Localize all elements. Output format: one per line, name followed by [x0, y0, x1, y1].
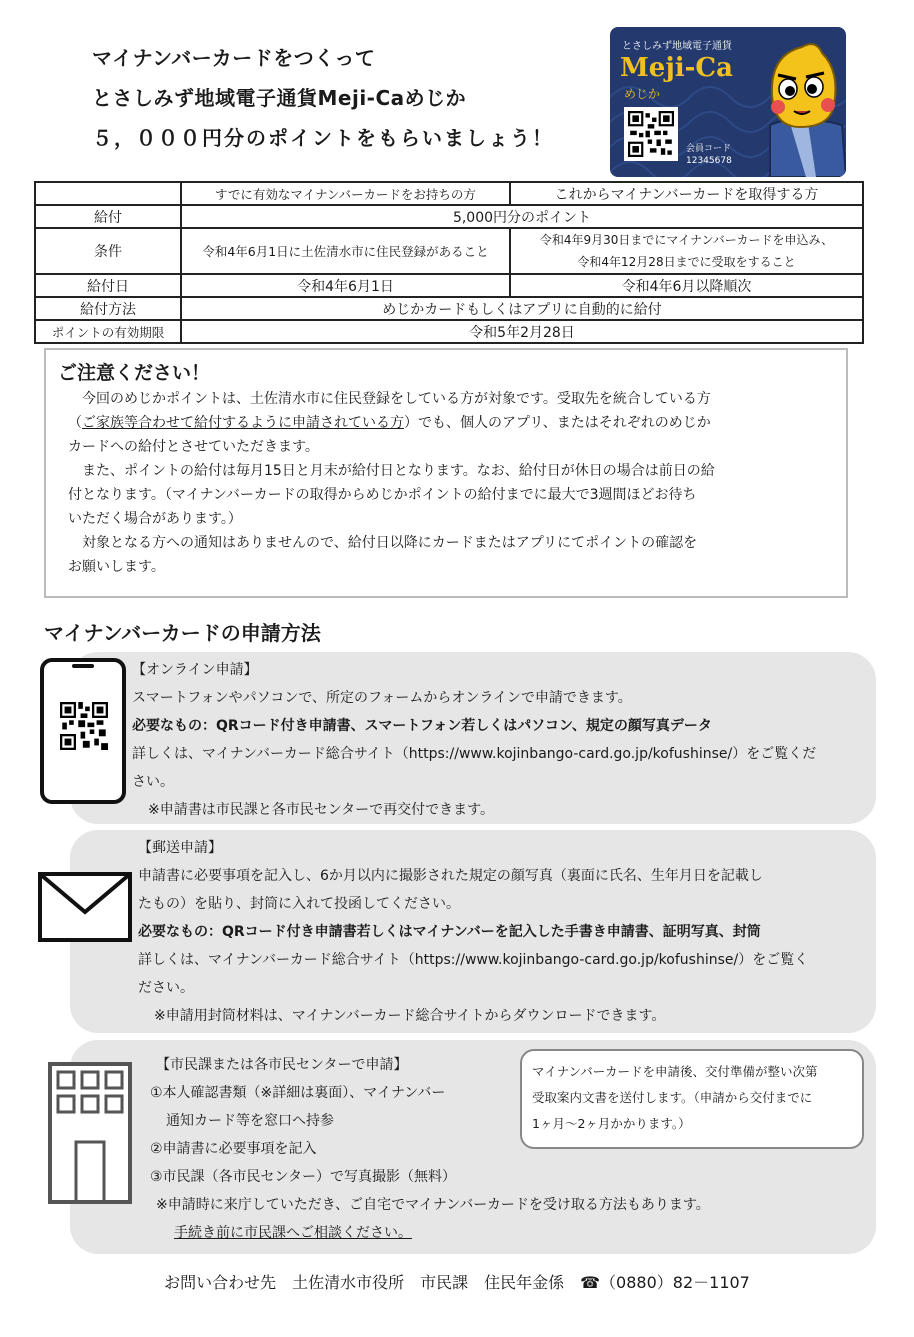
row-value-joken-existing: 令和4年6月1日に土佐清水市に住民登録があること: [181, 228, 510, 274]
caution-line-rest: ）でも、個人のアプリ、またはそれぞれのめじか: [404, 415, 711, 431]
counter-step: ②申請書に必要事項を記入: [150, 1141, 317, 1157]
caution-underlined-text: ご家族等合わせて給付するように申請されている方: [82, 415, 404, 431]
row-label-date: 給付日: [35, 274, 181, 297]
caution-line: カードへの給付とさせていただきます。: [68, 439, 319, 455]
member-code-label: 会員コード: [686, 144, 732, 154]
row-value-date-new: 令和4年6月以降順次: [510, 274, 863, 297]
smartphone-icon: [40, 658, 126, 804]
counter-step: ③市民課（各市民センター）で写真撮影（無料）: [150, 1169, 456, 1185]
caution-line: いただく場合があります。）: [68, 511, 242, 527]
mail-required: 必要なもの：QRコード付き申請書若しくはマイナンバーを記入した手書き申請書、証明写真、封筒: [138, 924, 761, 940]
caution-line: 付となります。（マイナンバーカードの取得からめじかポイントの給付までに最大で3週間ほどお待ち: [68, 487, 697, 503]
online-required: 必要なもの：QRコード付き申請書、スマートフォン若しくはパソコン、規定の顔写真データ: [132, 718, 712, 734]
table-row: [35, 274, 863, 297]
qr-code-icon: [60, 702, 108, 750]
row-value-method: めじかカードもしくはアプリに自動的に給付: [181, 297, 863, 320]
caution-line: 今回のめじかポイントは、土佐清水市に住民登録をしている方が対象です。受取先を統合している方: [68, 391, 711, 407]
mail-note: ※申請用封筒材料は、マイナンバーカード総合サイトからダウンロードできます。: [154, 1008, 666, 1024]
table-row: [35, 320, 863, 343]
counter-step: ①本人確認書類（※詳細は裏面）、マイナンバー: [150, 1085, 446, 1101]
caution-paren-open: （: [68, 415, 82, 431]
table-row: [35, 228, 863, 274]
online-line: 詳しくは、マイナンバーカード総合サイト（https://www.kojinbango-card.go.jp/kofushinse/）をご覧くだ: [132, 746, 817, 762]
caution-line: お願いします。: [68, 559, 165, 575]
mail-line: 詳しくは、マイナンバーカード総合サイト（https://www.kojinbango-card.go.jp/kofushinse/）をご覧く: [138, 952, 809, 968]
member-code: [686, 143, 732, 167]
joken-new-line-1: 令和4年9月30日までにマイナンバーカードを申込み、: [539, 233, 834, 247]
headline: [92, 38, 592, 158]
caution-line: また、ポイントの給付は毎月15日と月末が給付日となります。なお、給付日が休日の場合は前日の給: [68, 463, 715, 479]
mejica-logo: Meji-Ca: [620, 53, 733, 83]
row-value-joken-new: [510, 228, 863, 274]
counter-note: ※申請時に来庁していただき、ご自宅でマイナンバーカードを受け取る方法もあります。: [156, 1197, 710, 1213]
row-label-kyufu: 給付: [35, 205, 181, 228]
mejica-logo-sub: めじか: [624, 87, 661, 101]
caution-line: [58, 411, 834, 435]
envelope-icon: [38, 872, 132, 942]
row-label-joken: 条件: [35, 228, 181, 274]
note-line: マイナンバーカードを申請後、交付準備が整い次第: [532, 1064, 818, 1079]
row-value-date-existing: 令和4年6月1日: [181, 274, 510, 297]
mail-line: たもの）を貼り、封筒に入れて投函してください。: [138, 896, 460, 912]
member-code-number: 12345678: [686, 156, 732, 166]
online-note: ※申請書は市民課と各市民センターで再交付できます。: [148, 802, 495, 818]
note-line: 受取案内文書を送付します。（申請から交付までに: [532, 1090, 813, 1105]
online-line: スマートフォンやパソコンで、所定のフォームからオンラインで申請できます。: [132, 690, 632, 706]
contact-footer: お問い合わせ先 土佐清水市役所 市民課 住民年金係 ☎（0880）82－1107: [164, 1273, 750, 1292]
table-header-row: [35, 182, 863, 205]
headline-line-1: マイナンバーカードをつくって: [92, 46, 376, 70]
building-icon: [48, 1062, 132, 1204]
counter-step: 通知カード等を窓口へ持参: [166, 1113, 334, 1129]
section-title: マイナンバーカードの申請方法: [44, 621, 321, 645]
online-text: [132, 656, 816, 824]
mejica-mascot-icon: [750, 35, 846, 177]
counter-head: 【市民課または各市民センターで申請】: [156, 1057, 408, 1073]
table-row: [35, 297, 863, 320]
note-line: 1ヶ月～2ヶ月かかります。）: [532, 1116, 691, 1131]
caution-title: ご注意ください！: [58, 362, 211, 384]
row-label-expiry: ポイントの有効期限: [35, 320, 181, 343]
row-label-method: 給付方法: [35, 297, 181, 320]
mail-line: 申請書に必要事項を記入し、6か月以内に撮影された規定の顔写真（裏面に氏名、生年月日を記載し: [138, 868, 763, 884]
mail-text: [138, 834, 808, 1030]
joken-new-line-2: 令和4年12月28日までに受取をすること: [577, 255, 796, 269]
table-header-new: これからマイナンバーカードを取得する方: [510, 182, 863, 205]
mejica-card-image: [610, 27, 846, 177]
table-header-existing: すでに有効なマイナンバーカードをお持ちの方: [181, 182, 510, 205]
card-top-text: とさしみず地域電子通貨: [622, 41, 732, 52]
online-head: 【オンライン申請】: [132, 662, 258, 678]
headline-line-3: ５，０００円分のポイントをもらいましょう！: [92, 126, 554, 150]
row-value-expiry: 令和5年2月28日: [181, 320, 863, 343]
card-qr-code-icon: [624, 107, 678, 161]
headline-line-2: とさしみず地域電子通貨Meji-Caめじか: [92, 86, 467, 110]
counter-consult: 手続き前に市民課へご相談ください。: [174, 1225, 412, 1241]
table-cell-empty: [35, 182, 181, 205]
benefit-table: [34, 181, 864, 344]
phone-notch: [72, 664, 94, 668]
mail-line: ださい。: [138, 980, 194, 996]
delivery-note-box: [520, 1049, 864, 1149]
mail-head: 【郵送申請】: [138, 840, 222, 856]
caution-line: 対象となる方への通知はありませんので、給付日以降にカードまたはアプリにてポイントの確認を: [68, 535, 698, 551]
online-line: さい。: [132, 774, 174, 790]
row-value-kyufu: 5,000円分のポイント: [181, 205, 863, 228]
caution-box: [44, 348, 848, 598]
table-row: [35, 205, 863, 228]
